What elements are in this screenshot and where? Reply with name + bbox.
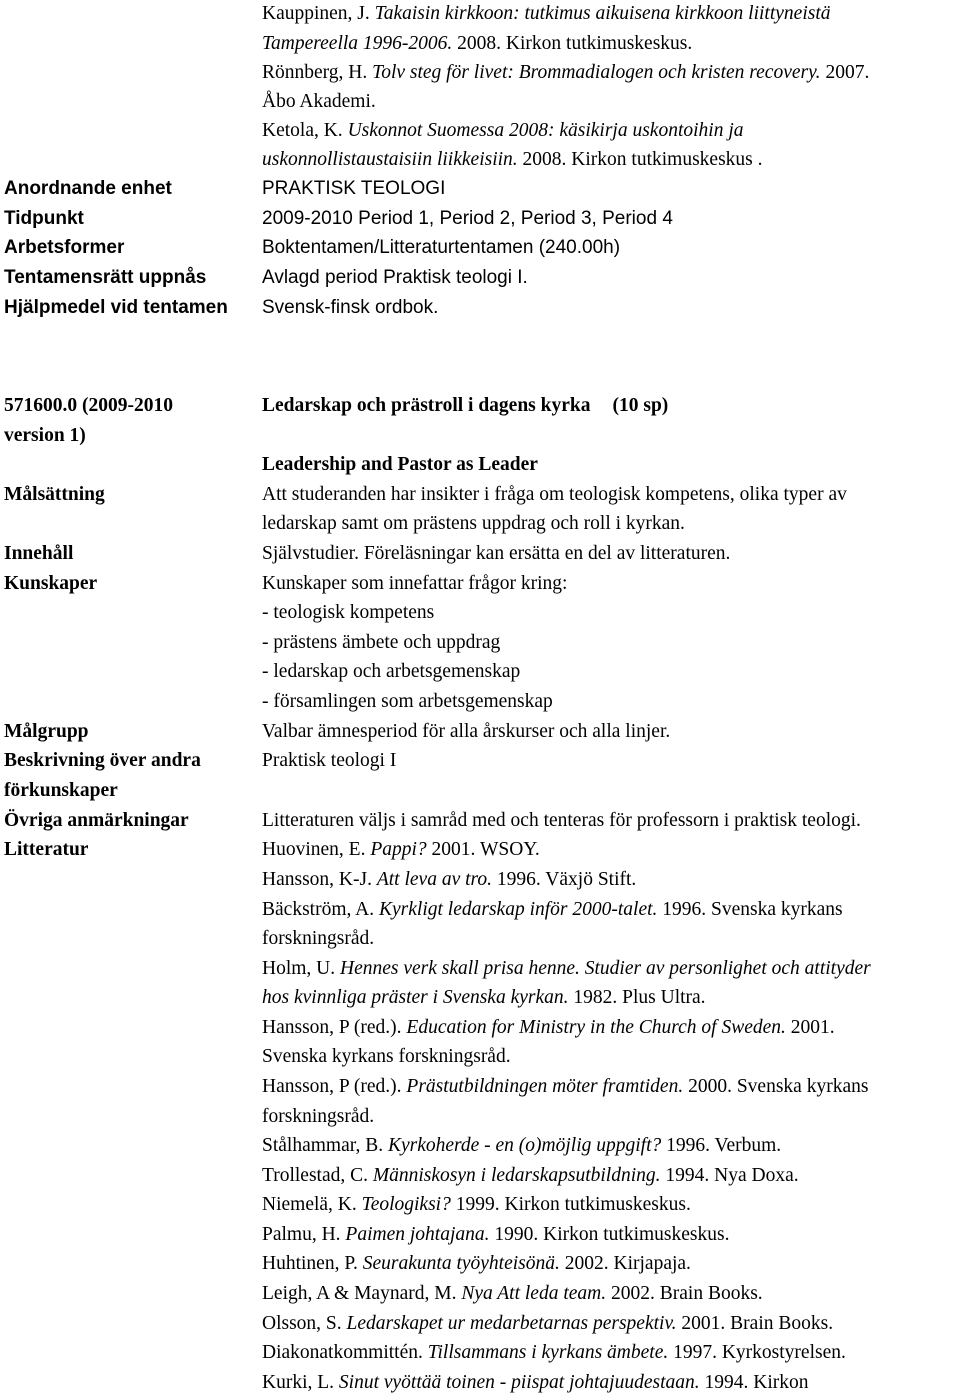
label-kunskaper: Kunskaper [4,573,98,594]
literature-line: Leigh, A & Maynard, M. Nya Att leda team. 2002. Brain Books. [262,1283,763,1304]
ref-line: Kauppinen, J. Takaisin kirkkoon: tutkimus aikuisena kirkkoon liittyneistä [262,3,831,24]
value-innehall: Självstudier. Föreläsningar kan ersätta en del av litteraturen. [262,543,731,564]
course-code: 571600.0 (2009-2010 [4,395,173,416]
meta-value-exam-right: Avlagd period Praktisk teologi I. [262,267,528,288]
course-credits: (10 sp) [612,395,669,416]
ref-line: Ketola, K. Uskonnot Suomessa 2008: käsikirja uskontoihin ja [262,120,744,141]
ref-line: Rönnberg, H. Tolv steg för livet: Brommadialogen och kristen recovery. 2007. [262,62,870,83]
value-beskrivning: Praktisk teologi I [262,750,397,771]
list-item: - prästens ämbete och uppdrag [262,632,501,653]
value-ovriga: Litteraturen väljs i samråd med och tenteras för professorn i praktisk teologi. [262,810,861,831]
literature-line: Trollestad, C. Människosyn i ledarskapsutbildning. 1994. Nya Doxa. [262,1165,799,1186]
course-version: version 1) [4,425,86,446]
value-kunskaper-intro: Kunskaper som innefattar frågor kring: [262,573,568,594]
label-malgrupp: Målgrupp [4,721,89,742]
meta-value-organizer: PRAKTISK TEOLOGI [262,178,446,199]
literature-line: Hansson, P (red.). Prästutbildningen möter framtiden. 2000. Svenska kyrkans [262,1076,869,1097]
meta-value-workforms: Boktentamen/Litteraturtentamen (240.00h) [262,237,621,258]
meta-value-aids: Svensk-finsk ordbok. [262,297,439,318]
label-beskrivning-2: förkunskaper [4,780,118,801]
literature-line: Hansson, P (red.). Education for Ministry in the Church of Sweden. 2001. [262,1017,835,1038]
label-beskrivning: Beskrivning över andra [4,750,201,771]
meta-label-organizer: Anordnande enhet [4,178,172,199]
value-malsattning-2: ledarskap samt om prästens uppdrag och roll i kyrkan. [262,513,685,534]
literature-line: Svenska kyrkans forskningsråd. [262,1046,511,1067]
literature-line: forskningsråd. [262,1106,375,1127]
literature-line: Niemelä, K. Teologiksi? 1999. Kirkon tutkimuskeskus. [262,1194,691,1215]
meta-label-aids: Hjälpmedel vid tentamen [4,297,228,318]
label-innehall: Innehåll [4,543,74,564]
literature-line: Bäckström, A. Kyrkligt ledarskap inför 2000-talet. 1996. Svenska kyrkans [262,899,843,920]
literature-line: Holm, U. Hennes verk skall prisa henne. Studier av personlighet och attityder [262,958,871,979]
course-title [262,394,668,418]
value-malsattning-1: Att studeranden har insikter i fråga om teologisk kompetens, olika typer av [262,484,847,505]
literature-line: Diakonatkommittén. Tillsammans i kyrkans ämbete. 1997. Kyrkostyrelsen. [262,1342,846,1363]
literature-line: Huovinen, E. Pappi? 2001. WSOY. [262,839,540,860]
list-item: - teologisk kompetens [262,602,435,623]
literature-line: Palmu, H. Paimen johtajana. 1990. Kirkon tutkimuskeskus. [262,1224,730,1245]
label-litteratur: Litteratur [4,839,89,860]
course-title-text: Ledarskap och prästroll i dagens kyrka [262,395,591,416]
meta-label-workforms: Arbetsformer [4,237,125,258]
label-malsattning: Målsättning [4,484,105,505]
ref-line: Tampereella 1996-2006. 2008. Kirkon tutkimuskeskus. [262,33,693,54]
literature-line: Kurki, L. Sinut vyöttää toinen - piispat johtajuudestaan. 1994. Kirkon [262,1372,809,1393]
literature-line: Huhtinen, P. Seurakunta työyhteisönä. 2002. Kirjapaja. [262,1253,691,1274]
literature-line: Olsson, S. Ledarskapet ur medarbetarnas perspektiv. 2001. Brain Books. [262,1313,834,1334]
meta-label-exam-right: Tentamensrätt uppnås [4,267,207,288]
literature-line: hos kvinnliga präster i Svenska kyrkan. 1982. Plus Ultra. [262,987,706,1008]
label-ovriga: Övriga anmärkningar [4,810,189,831]
literature-line: forskningsråd. [262,928,375,949]
course-english-title: Leadership and Pastor as Leader [262,454,538,475]
ref-line: uskonnollistaustaisiin liikkeisiin. 2008. Kirkon tutkimuskeskus . [262,149,763,170]
literature-line: Stålhammar, B. Kyrkoherde - en (o)möjlig uppgift? 1996. Verbum. [262,1135,782,1156]
literature-line: Hansson, K-J. Att leva av tro. 1996. Växjö Stift. [262,869,637,890]
list-item: - församlingen som arbetsgemenskap [262,691,553,712]
meta-value-time: 2009-2010 Period 1, Period 2, Period 3, Period 4 [262,208,673,229]
meta-label-time: Tidpunkt [4,208,84,229]
value-malgrupp: Valbar ämnesperiod för alla årskurser och alla linjer. [262,721,671,742]
list-item: - ledarskap och arbetsgemenskap [262,661,521,682]
ref-line: Åbo Akademi. [262,91,376,112]
